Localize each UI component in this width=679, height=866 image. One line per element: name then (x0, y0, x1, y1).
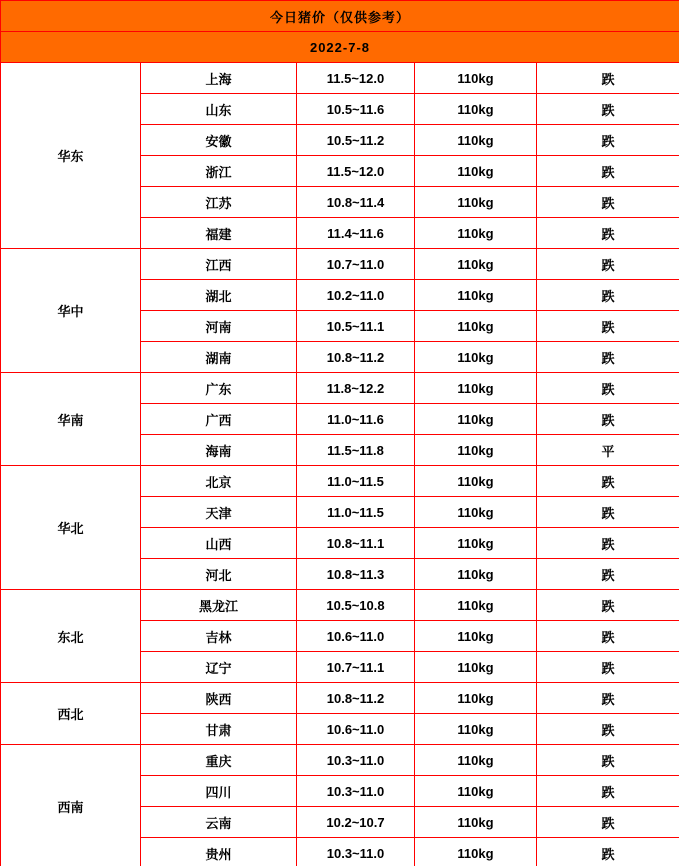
table-body (1, 1, 679, 866)
price-range: 10.3~11.0 (297, 776, 415, 807)
province-label: 安徽 (141, 125, 297, 156)
reference-weight: 110kg (415, 528, 537, 559)
price-range: 10.5~11.2 (297, 125, 415, 156)
price-range: 10.5~11.1 (297, 311, 415, 342)
price-range: 10.7~11.1 (297, 652, 415, 683)
table-row (1, 466, 679, 497)
report-date: 2022-7-8 (1, 32, 679, 63)
table-row (1, 63, 679, 94)
price-range: 11.5~12.0 (297, 156, 415, 187)
region-label: 华北 (1, 466, 141, 590)
trend-badge: 跌 (537, 342, 679, 373)
table-row (1, 249, 679, 280)
table-row (1, 745, 679, 776)
date-row (1, 32, 679, 63)
province-label: 天津 (141, 497, 297, 528)
region-label: 东北 (1, 590, 141, 683)
trend-badge: 跌 (537, 249, 679, 280)
reference-weight: 110kg (415, 776, 537, 807)
trend-badge: 跌 (537, 714, 679, 745)
reference-weight: 110kg (415, 404, 537, 435)
province-label: 贵州 (141, 838, 297, 866)
price-range: 10.8~11.2 (297, 683, 415, 714)
province-label: 山东 (141, 94, 297, 125)
region-label: 西北 (1, 683, 141, 745)
trend-badge: 跌 (537, 373, 679, 404)
trend-badge: 跌 (537, 156, 679, 187)
reference-weight: 110kg (415, 652, 537, 683)
reference-weight: 110kg (415, 435, 537, 466)
province-label: 广东 (141, 373, 297, 404)
price-range: 11.5~11.8 (297, 435, 415, 466)
trend-badge: 跌 (537, 125, 679, 156)
province-label: 河北 (141, 559, 297, 590)
trend-badge: 跌 (537, 218, 679, 249)
title-row (1, 1, 679, 32)
trend-badge: 跌 (537, 187, 679, 218)
trend-badge: 跌 (537, 404, 679, 435)
province-label: 重庆 (141, 745, 297, 776)
reference-weight: 110kg (415, 187, 537, 218)
trend-badge: 跌 (537, 621, 679, 652)
province-label: 海南 (141, 435, 297, 466)
price-range: 10.2~10.7 (297, 807, 415, 838)
price-range: 10.2~11.0 (297, 280, 415, 311)
reference-weight: 110kg (415, 373, 537, 404)
province-label: 福建 (141, 218, 297, 249)
price-range: 11.0~11.5 (297, 497, 415, 528)
reference-weight: 110kg (415, 497, 537, 528)
province-label: 四川 (141, 776, 297, 807)
reference-weight: 110kg (415, 156, 537, 187)
reference-weight: 110kg (415, 745, 537, 776)
reference-weight: 110kg (415, 94, 537, 125)
province-label: 北京 (141, 466, 297, 497)
price-range: 10.8~11.3 (297, 559, 415, 590)
region-label: 西南 (1, 745, 141, 866)
reference-weight: 110kg (415, 311, 537, 342)
reference-weight: 110kg (415, 621, 537, 652)
reference-weight: 110kg (415, 466, 537, 497)
price-range: 11.4~11.6 (297, 218, 415, 249)
table-row (1, 590, 679, 621)
reference-weight: 110kg (415, 683, 537, 714)
price-range: 11.5~12.0 (297, 63, 415, 94)
price-range: 10.7~11.0 (297, 249, 415, 280)
reference-weight: 110kg (415, 218, 537, 249)
price-range: 10.8~11.2 (297, 342, 415, 373)
reference-weight: 110kg (415, 590, 537, 621)
province-label: 河南 (141, 311, 297, 342)
price-range: 11.8~12.2 (297, 373, 415, 404)
province-label: 甘肃 (141, 714, 297, 745)
trend-badge: 跌 (537, 683, 679, 714)
province-label: 上海 (141, 63, 297, 94)
price-range: 10.5~10.8 (297, 590, 415, 621)
reference-weight: 110kg (415, 125, 537, 156)
trend-badge: 跌 (537, 497, 679, 528)
province-label: 江西 (141, 249, 297, 280)
reference-weight: 110kg (415, 807, 537, 838)
trend-badge: 跌 (537, 311, 679, 342)
table-row (1, 683, 679, 714)
reference-weight: 110kg (415, 714, 537, 745)
trend-badge: 跌 (537, 63, 679, 94)
price-range: 10.6~11.0 (297, 621, 415, 652)
price-range: 10.8~11.1 (297, 528, 415, 559)
province-label: 湖北 (141, 280, 297, 311)
trend-badge: 跌 (537, 652, 679, 683)
trend-badge: 跌 (537, 745, 679, 776)
trend-badge: 跌 (537, 807, 679, 838)
province-label: 辽宁 (141, 652, 297, 683)
trend-badge: 跌 (537, 466, 679, 497)
trend-badge: 跌 (537, 590, 679, 621)
trend-badge: 跌 (537, 838, 679, 866)
price-range: 10.8~11.4 (297, 187, 415, 218)
price-range: 11.0~11.5 (297, 466, 415, 497)
province-label: 湖南 (141, 342, 297, 373)
reference-weight: 110kg (415, 249, 537, 280)
trend-badge: 跌 (537, 559, 679, 590)
province-label: 黑龙江 (141, 590, 297, 621)
reference-weight: 110kg (415, 559, 537, 590)
province-label: 陕西 (141, 683, 297, 714)
table-row (1, 373, 679, 404)
region-label: 华南 (1, 373, 141, 466)
trend-badge: 平 (537, 435, 679, 466)
price-range: 10.6~11.0 (297, 714, 415, 745)
trend-badge: 跌 (537, 776, 679, 807)
region-label: 华东 (1, 63, 141, 249)
reference-weight: 110kg (415, 838, 537, 866)
trend-badge: 跌 (537, 528, 679, 559)
province-label: 云南 (141, 807, 297, 838)
region-label: 华中 (1, 249, 141, 373)
province-label: 山西 (141, 528, 297, 559)
province-label: 广西 (141, 404, 297, 435)
reference-weight: 110kg (415, 63, 537, 94)
province-label: 吉林 (141, 621, 297, 652)
page-title: 今日猪价（仅供参考） (1, 1, 679, 32)
trend-badge: 跌 (537, 94, 679, 125)
price-range: 10.3~11.0 (297, 838, 415, 866)
province-label: 江苏 (141, 187, 297, 218)
trend-badge: 跌 (537, 280, 679, 311)
reference-weight: 110kg (415, 342, 537, 373)
price-range: 10.5~11.6 (297, 94, 415, 125)
price-range: 11.0~11.6 (297, 404, 415, 435)
reference-weight: 110kg (415, 280, 537, 311)
price-range: 10.3~11.0 (297, 745, 415, 776)
province-label: 浙江 (141, 156, 297, 187)
